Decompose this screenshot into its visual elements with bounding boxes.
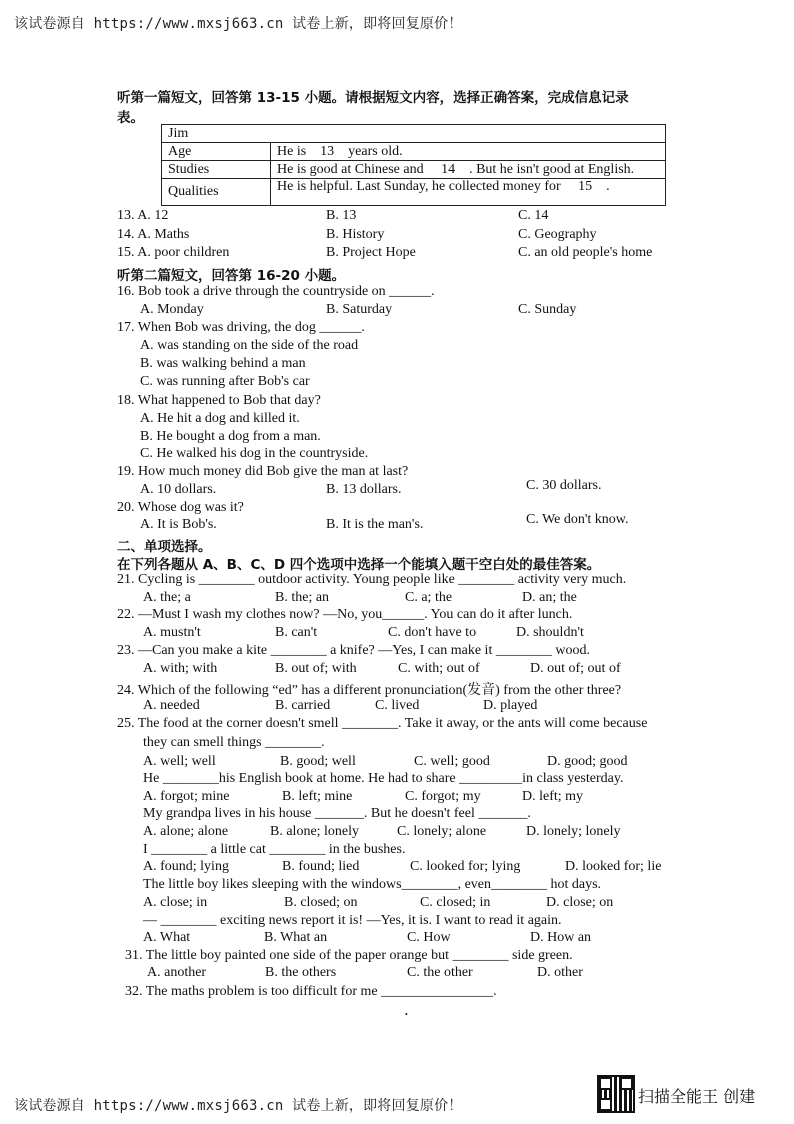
- option-b: B. carried: [275, 698, 331, 713]
- option-d: D. left; my: [522, 789, 584, 804]
- question-32-stem: 32. The maths problem is too difficult for me ________________.: [125, 984, 497, 999]
- info-record-table: [161, 124, 666, 206]
- option-d: D. How an: [530, 930, 592, 945]
- option-b: B. the; an: [275, 590, 330, 605]
- question-24-stem: 24. Which of the following “ed” has a different pronunciation(发音) from the other three?: [117, 683, 622, 698]
- option-a: A. the; a: [143, 590, 191, 605]
- option-b: B. It is the man's.: [326, 517, 424, 532]
- table-value: He is good at Chinese and 14 . But he isn't good at English.: [271, 161, 666, 179]
- option-a: A. well; well: [143, 754, 216, 769]
- question-28-stem: I ________ a little cat ________ in the bushes.: [143, 842, 406, 857]
- table-value: He is helpful. Last Sunday, he collected money for 15 .: [271, 179, 666, 206]
- option-a: A. It is Bob's.: [140, 517, 217, 532]
- table-title: Jim: [162, 125, 666, 143]
- option-a: A. forgot; mine: [143, 789, 230, 804]
- option-a: 15. A. poor children: [117, 245, 230, 260]
- option-c: C. with; out of: [398, 661, 480, 676]
- option-b: B. was walking behind a man: [140, 356, 306, 371]
- option-c: C. a; the: [405, 590, 453, 605]
- option-c: C. Geography: [518, 227, 597, 242]
- question-25-stem: 25. The food at the corner doesn't smell ________. Take it away, or the ants will come because: [117, 716, 648, 731]
- section2-instruction: 听第二篇短文，回答第 16-20 小题。: [117, 268, 346, 284]
- question-29-stem: The little boy likes sleeping with the windows________, even________ hot days.: [143, 877, 602, 892]
- option-b: B. alone; lonely: [270, 824, 360, 839]
- question-30-stem: — ________ exciting news report it is! —Yes, it is. I want to read it again.: [143, 913, 562, 928]
- option-d: D. an; the: [522, 590, 577, 605]
- option-c: C. forgot; my: [405, 789, 481, 804]
- option-a: A. 10 dollars.: [140, 482, 217, 497]
- qr-code-icon: [597, 1075, 635, 1113]
- option-c: C. lived: [375, 698, 420, 713]
- question-22-stem: 22. —Must I wash my clothes now? —No, you______. You can do it after lunch.: [117, 607, 573, 622]
- option-a: A. was standing on the side of the road: [140, 338, 359, 353]
- table-row: [162, 179, 666, 206]
- option-b: B. good; well: [280, 754, 356, 769]
- option-b: B. out of; with: [275, 661, 357, 676]
- option-a: A. He hit a dog and killed it.: [140, 411, 300, 426]
- question-16-stem: 16. Bob took a drive through the countryside on ______.: [117, 284, 435, 299]
- part2-instruction: 在下列各题从 A、B、C、D 四个选项中选择一个能填入题干空白处的最佳答案。: [117, 557, 601, 573]
- option-b: B. the others: [265, 965, 337, 980]
- option-d: D. looked for; lie: [565, 859, 662, 874]
- section1-instruction-cont: 表。: [117, 110, 144, 126]
- table-value: He is 13 years old.: [271, 143, 666, 161]
- question-18-stem: 18. What happened to Bob that day?: [117, 393, 321, 408]
- question-19-stem: 19. How much money did Bob give the man at last?: [117, 464, 409, 479]
- option-a: A. with; with: [143, 661, 218, 676]
- table-key: Qualities: [162, 179, 271, 206]
- option-b: B. Project Hope: [326, 245, 416, 260]
- table-key: Studies: [162, 161, 271, 179]
- option-a: A. mustn't: [143, 625, 201, 640]
- option-d: D. out of; out of: [530, 661, 621, 676]
- option-a: A. Monday: [140, 302, 204, 317]
- scan-speck: •: [405, 1010, 408, 1019]
- question-25-stem-cont: they can smell things ________.: [143, 735, 325, 750]
- option-b: B. 13 dollars.: [326, 482, 402, 497]
- option-c: C. He walked his dog in the countryside.: [140, 446, 369, 461]
- question-27-stem: My grandpa lives in his house _______. But he doesn't feel _______.: [143, 806, 531, 821]
- option-b: B. 13: [326, 208, 357, 223]
- option-c: C. an old people's home: [518, 245, 653, 260]
- table-key: Age: [162, 143, 271, 161]
- question-17-stem: 17. When Bob was driving, the dog ______.: [117, 320, 365, 335]
- option-d: D. other: [537, 965, 583, 980]
- option-c: C. We don't know.: [526, 512, 629, 527]
- scanner-app-label: 扫描全能王 创建: [638, 1087, 756, 1106]
- question-20-stem: 20. Whose dog was it?: [117, 500, 244, 515]
- option-d: D. good; good: [547, 754, 628, 769]
- option-d: D. close; on: [546, 895, 614, 910]
- option-a: A. What: [143, 930, 191, 945]
- part2-title: 二、单项选择。: [117, 539, 212, 555]
- option-a: 14. A. Maths: [117, 227, 190, 242]
- option-c: C. don't have to: [388, 625, 477, 640]
- source-footer: 该试卷源自 https://www.mxsj663.cn 试卷上新，即将回复原价！: [14, 1098, 463, 1114]
- option-c: C. looked for; lying: [410, 859, 521, 874]
- option-b: B. can't: [275, 625, 318, 640]
- option-b: B. left; mine: [282, 789, 353, 804]
- option-b: B. What an: [264, 930, 328, 945]
- option-a: A. alone; alone: [143, 824, 229, 839]
- table-row: [162, 161, 666, 179]
- option-b: B. He bought a dog from a man.: [140, 429, 321, 444]
- source-header: 该试卷源自 https://www.mxsj663.cn 试卷上新，即将回复原价！: [14, 16, 463, 32]
- option-b: B. found; lied: [282, 859, 360, 874]
- option-c: C. Sunday: [518, 302, 577, 317]
- option-c: C. How: [407, 930, 451, 945]
- option-c: C. 30 dollars.: [526, 478, 602, 493]
- option-c: C. 14: [518, 208, 549, 223]
- option-c: C. the other: [407, 965, 473, 980]
- option-a: 13. A. 12: [117, 208, 169, 223]
- option-d: D. played: [483, 698, 538, 713]
- option-d: D. lonely; lonely: [526, 824, 621, 839]
- question-31-stem: 31. The little boy painted one side of the paper orange but ________ side green.: [125, 948, 573, 963]
- option-a: A. another: [147, 965, 207, 980]
- option-a: A. needed: [143, 698, 200, 713]
- option-c: C. closed; in: [420, 895, 491, 910]
- option-b: B. History: [326, 227, 385, 242]
- option-b: B. closed; on: [284, 895, 358, 910]
- option-d: D. shouldn't: [516, 625, 584, 640]
- section1-instruction: 听第一篇短文，回答第 13-15 小题。请根据短文内容，选择正确答案，完成信息记录: [117, 90, 629, 106]
- question-21-stem: 21. Cycling is ________ outdoor activity. Young people like ________ activity very much.: [117, 572, 627, 587]
- option-a: A. close; in: [143, 895, 208, 910]
- option-b: B. Saturday: [326, 302, 393, 317]
- option-c: C. was running after Bob's car: [140, 374, 310, 389]
- option-c: C. lonely; alone: [397, 824, 487, 839]
- option-c: C. well; good: [414, 754, 490, 769]
- question-23-stem: 23. —Can you make a kite ________ a knife? —Yes, I can make it ________ wood.: [117, 643, 590, 658]
- question-26-stem: He ________his English book at home. He had to share _________in class yesterday.: [143, 771, 624, 786]
- table-row: [162, 143, 666, 161]
- option-a: A. found; lying: [143, 859, 229, 874]
